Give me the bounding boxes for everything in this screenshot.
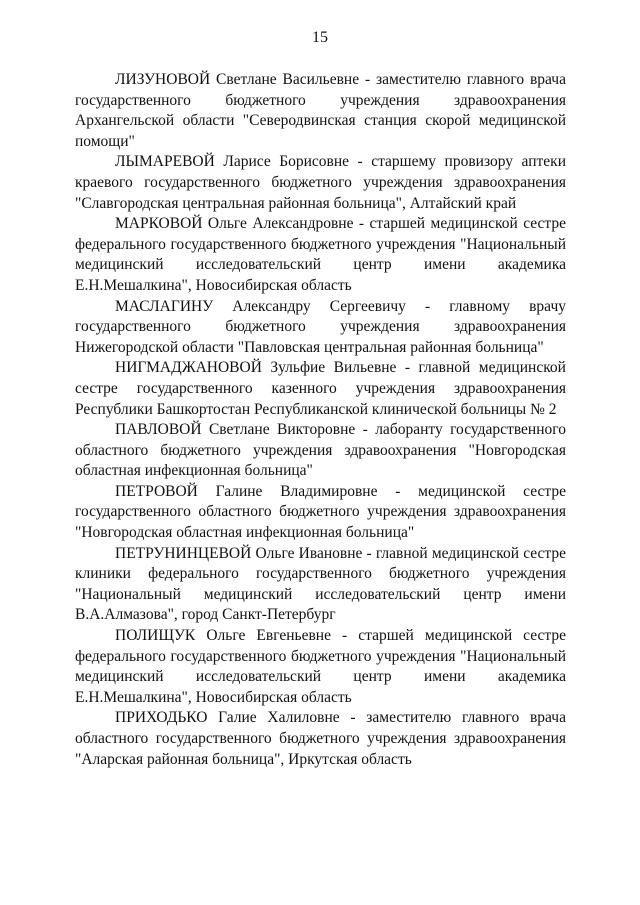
list-item [75, 482, 566, 544]
recipient-name: НИГМАДЖАНОВОЙ Зульфие Вильевне [115, 359, 397, 377]
recipient-details: - заместителю главного врача государственного бюджетного учреждения здравоохранения Архангельской области "Северодвинская станция скорой медицинской помощи" [75, 71, 566, 150]
list-item [75, 152, 566, 214]
recipient-name: ПРИХОДЬКО Галие Халиловне [115, 709, 340, 727]
recipient-name: ЛИЗУНОВОЙ Светлане Васильевне [115, 71, 360, 88]
recipient-details: - старшему провизору аптеки краевого государственного бюджетного учреждения здравоохранения "Славгородская центральная районная больница", Алтайский край [75, 153, 566, 212]
list-item [75, 70, 566, 152]
recipient-name: ПАВЛОВОЙ Светлане Викторовне [115, 421, 356, 439]
recipient-details: - главной медицинской сестре государственного казенного учреждения здравоохранения Республики Башкортостан Республиканской клинической больницы № 2 [75, 359, 566, 418]
recipient-details: - старшей медицинской сестре федерального государственного бюджетного учреждения "Национальный медицинский исследовательский центр имени академика Е.Н.Мешалкина", Новосибирская область [75, 627, 566, 706]
award-list [75, 70, 566, 770]
list-item [75, 626, 566, 708]
list-item [75, 358, 566, 420]
recipient-details: - главному врачу государственного бюджетного учреждения здравоохранения Нижегородской области "Павловская центральная районная больница" [75, 297, 566, 356]
recipient-name: ПЕТРОВОЙ Галине Владимировне [115, 482, 378, 500]
recipient-details: - главной медицинской сестре клиники федерального государственного бюджетного учреждения "Национальный медицинский исследовательский центр имени В.А.Алмазова", город Санкт-Петербург [75, 544, 567, 624]
list-item [75, 708, 566, 770]
list-item [75, 544, 566, 626]
recipient-name: МАРКОВОЙ Ольге Александровне [115, 215, 354, 233]
recipient-details: - заместителю главного врача областного государственного бюджетного учреждения здравоохранения "Аларская районная больница", Иркутская область [75, 709, 566, 768]
recipient-details: - старшей медицинской сестре федерального государственного бюджетного учреждения "Национальный медицинский исследовательский центр имени академика Е.Н.Мешалкина", Новосибирская область [75, 215, 566, 294]
recipient-name: ПЕТРУНИНЦЕВОЙ Ольге Ивановне [115, 544, 363, 562]
list-item [75, 297, 566, 359]
recipient-details: - медицинской сестре государственного областного бюджетного учреждения здравоохранения "Новгородская областная инфекционная больница" [75, 482, 566, 542]
recipient-name: МАСЛАГИНУ Александру Сергеевичу [115, 297, 406, 315]
list-item [75, 420, 566, 482]
recipient-name: ЛЫМАРЕВОЙ Ларисе Борисовне [115, 153, 350, 171]
list-item [75, 214, 566, 296]
page-number: 15 [312, 29, 328, 46]
recipient-name: ПОЛИЩУК Ольге Евгеньевне [115, 627, 331, 645]
recipient-details: - лаборанту государственного областного бюджетного учреждения здравоохранения "Новгородская областная инфекционная больница" [75, 421, 566, 480]
